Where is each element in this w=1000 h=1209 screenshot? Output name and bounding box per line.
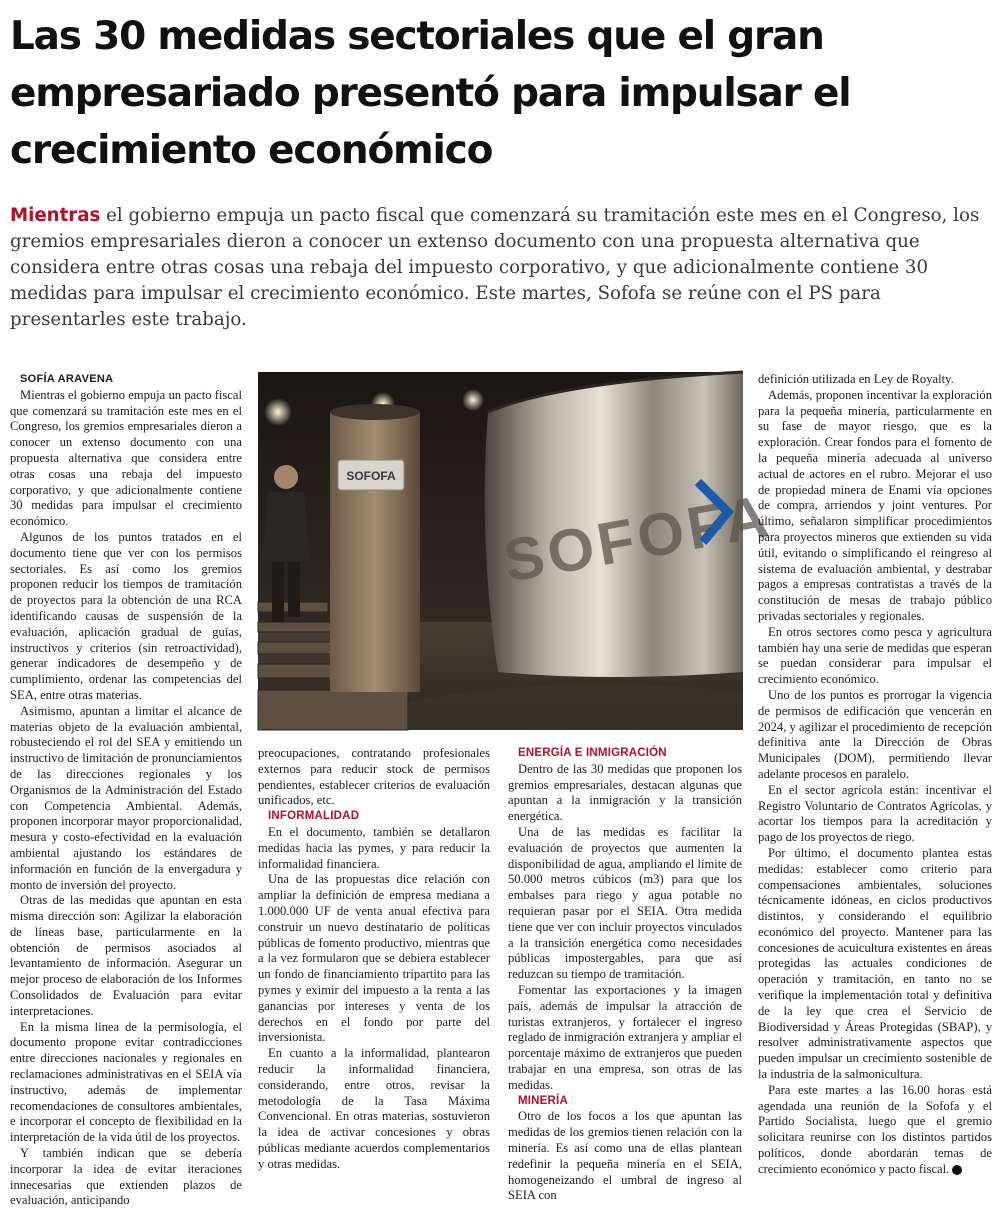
- body-paragraph: En cuanto a la informalidad, plantearon reducir la informalidad financiera, considerando, entre otros, revisar la metodología de la Tasa Máxima Convencional. En otras materias, sostuvieron la idea de activar concesiones y obras públicas mediante acuerdos complementarios y otras medidas.: [258, 1046, 490, 1171]
- sign-small: SOFOFA: [346, 469, 396, 483]
- body-paragraph: Fomentar las exportaciones y la imagen país, además de impulsar la atracción de turistas extranjeros, y fortalecer el ingreso reglado de inmigración extranjera y ampliar el porcentaje máximo de extranjeros que pueden trabajar en una empresa, son otras de las medidas.: [508, 982, 742, 1092]
- headline: Las 30 medidas sectoriales que el gran empresariado presentó para impulsar el crecimiento económico: [10, 14, 851, 173]
- photo-illustration: [258, 372, 777, 730]
- body-paragraph: definición utilizada en Ley de Royalty.: [758, 372, 954, 386]
- body-paragraph: Una de las propuestas dice relación con ampliar la definición de empresa mediana a 1.000.000 UF de venta anual efectiva para construir un nuevo destinatario de políticas públicas de fomento productivo, mientras que a la vez formularon que se debiera establecer un fondo de financiamiento tripartito para las pymes y eximir del impuesto a la renta a las ganancias por intereses y venta de los derechos en el fondo por parte del inversionista.: [258, 872, 490, 1045]
- end-of-article-icon: [952, 1165, 962, 1175]
- body-paragraph: Otro de los focos a los que apuntan las medidas de los gremios tienen relación con la minería. Es así como una de ellas plantean redefinir la pequeña minería en el SEIA, homogeneizando el umbral de ingreso al SEIA con: [508, 1109, 742, 1203]
- sign-large: SOFOFA: [498, 481, 777, 595]
- lead-paragraph: [10, 203, 990, 333]
- lead-kicker: Mientras: [10, 205, 101, 226]
- body-paragraph: preocupaciones, contratando profesionales externos para reducir stock de permisos pendientes, establecer criterios de evaluación unificados, etc.: [258, 746, 490, 808]
- body-paragraph: Algunos de los puntos tratados en el documento tiene que ver con los permisos sectoriales. Es así como los gremios proponen reducir los tiempos de tramitación de proyectos para la obtención de una RCA identificando causas de suspensión de la evaluación, aplicación gradual de guías, instructivos y criterios (sin retroactividad), generar indicadores de desempeño y de cumplimiento, ordenar las competencias del SEA, entre otras materias.: [10, 529, 242, 702]
- final-paragraph-text: Para este martes a las 16.00 horas está agendada una reunión de la Sofofa y el Partido Socialista, luego que el gremio solicitara reunirse con los distintos partidos políticos, donde abordarán temas de crecimiento económico y pacto fiscal.: [758, 1082, 992, 1176]
- body-paragraph: Además, proponen incentivar la exploración para la pequeña minería, particularmente en su fase de mayor riesgo, que es la exploración. Crear fondos para el fomento de la pequeña minería adecuada al universo actual de actores en el rubro. Mejorar el uso de propiedad minera de Enami vía opciones de compra, arriendos y joint ventures. Por último, señalaron simplificar procedimientos para proyectos mineros que extienden su vida útil, evitando o simplificando el reingreso al sistema de evaluación ambiental, y destrabar pagos a empresas contratistas a través de la constitución de mesas de trabajo público privadas sectoriales y regionales.: [758, 387, 992, 623]
- body-paragraph: Mientras el gobierno empuja un pacto fiscal que comenzará su tramitación este mes en el Congreso, los gremios empresariales dieron a conocer un extenso documento con una propuesta alternativa que considera entre otras cosas una rebaja del impuesto corporativo, y que adicionalmente contiene 30 medidas para impulsar el crecimiento económico.: [10, 387, 242, 529]
- subhead-energia: ENERGÍA E INMIGRACIÓN: [518, 747, 667, 759]
- body-paragraph: Dentro de las 30 medidas que proponen los gremios empresariales, destacan algunas que apuntan a la inmigración y la transición energética.: [508, 761, 742, 824]
- body-paragraph: En la misma línea de la permisología, el documento propone evitar contradicciones entre direcciones nacionales y regionales en reclamaciones administrativas en el SEIA vía instructivo, además de implementar recomendaciones de consultores ambientales, e incorporar el concepto de flexibilidad en la interpretación de la vida útil de los proyectos.: [10, 1019, 242, 1145]
- body-paragraph-final: [758, 1083, 992, 1178]
- body-paragraph: Uno de los puntos es prorrogar la vigencia de permisos de edificación que vencerán en 2024, y agilizar el procedimiento de recepción definitiva ante la Dirección de Obras Municipales (DOM), permitiendo llevar adelante procesos en paralelo.: [758, 687, 992, 781]
- subhead-informalidad: INFORMALIDAD: [268, 810, 360, 823]
- lead-text: el gobierno empuja un pacto fiscal que comenzará su tramitación este mes en el Congreso, los gremios empresariales dieron a conocer un extenso documento con una propuesta alternativa que considera entre otras cosas una rebaja del impuesto corporativo, y que adicionalmente contiene 30 medidas para impulsar el crecimiento económico. Este martes, Sofofa se reúne con el PS para presentarles este trabajo.: [10, 205, 980, 330]
- column-2: [258, 746, 490, 1172]
- body-paragraph: Asimismo, apuntan a limitar el alcance de materias objeto de la evaluación ambiental, robusteciendo el rol del SEA y emitiendo un instructivo de limitación de pronunciamientos de las direcciones regionales y los Organismos de la Administración del Estado con Competencia Ambiental. Además, proponen incorporar mayor proporcionalidad, mesura y costo-efectividad en la evaluación ambiental ajustando los estándares de información en función de la envergadura y monto de inversión del proyecto.: [10, 703, 242, 892]
- body-paragraph: Por último, el documento plantea estas medidas: establecer como criterio para compensaciones ambientales, soluciones técnicamente idóneas, en ciclos productivos distintos, y considerando el equilibrio económico del proyecto. Mantener para las concesiones de acuicultura existentes en áreas protegidas las actuales condiciones de operación y tramitación, en tanto no se verifique la implementación total y definitiva de la ley que crea el Servicio de Biodiversidad y Áreas Protegidas (SBAP), y resolver administrativamente aspectos que pueden impulsar un crecimiento sostenible de la industria de la salmonicultura.: [758, 845, 992, 1082]
- body-paragraph: En el documento, también se detallaron medidas hacia las pymes, y para reducir la informalidad financiera.: [258, 824, 490, 871]
- body-paragraph: Y también indican que se debería incorporar la idea de evitar iteraciones innecesarias que extienden plazos de evaluación, anticipando: [10, 1146, 242, 1208]
- column-3: [508, 746, 742, 1203]
- byline: SOFÍA ARAVENA: [20, 373, 114, 385]
- body-paragraph: En otros sectores como pesca y agricultura también hay una serie de medidas que esperan se puedan considerar para impulsar el crecimiento económico.: [758, 624, 992, 687]
- body-paragraph: Una de las medidas es facilitar la evaluación de proyectos que aumenten la disponibilidad de agua, ampliando el límite de 50.000 metros cúbicos (m3) para que los embalses para riego y agua potable no requieran pasar por el SEIA. Otra medida tiene que ver con incluir proyectos vinculados a la transición energética como necesidades públicas impostergables, para que así reduzcan su tiempo de tramitación.: [508, 824, 742, 982]
- column-4: [758, 372, 992, 1176]
- column-1: [10, 372, 242, 1208]
- subhead-mineria: MINERÍA: [518, 1094, 568, 1107]
- body-paragraph: Otras de las medidas que apuntan en esta misma dirección son: Agilizar la elaboración de líneas base, particularmente en la obtención de permisos asociados al levantamiento de información. Asegurar un mejor proceso de elaboración de los Informes Consolidados de Evaluación para evitar interpretaciones.: [10, 893, 242, 1018]
- body-paragraph: En el sector agrícola están: incentivar el Registro Voluntario de Contratos Agrícolas, y acortar los tiempos para la acreditación y pago de los proyectos de riego.: [758, 782, 992, 845]
- sofofa-lobby-photo: [258, 372, 777, 730]
